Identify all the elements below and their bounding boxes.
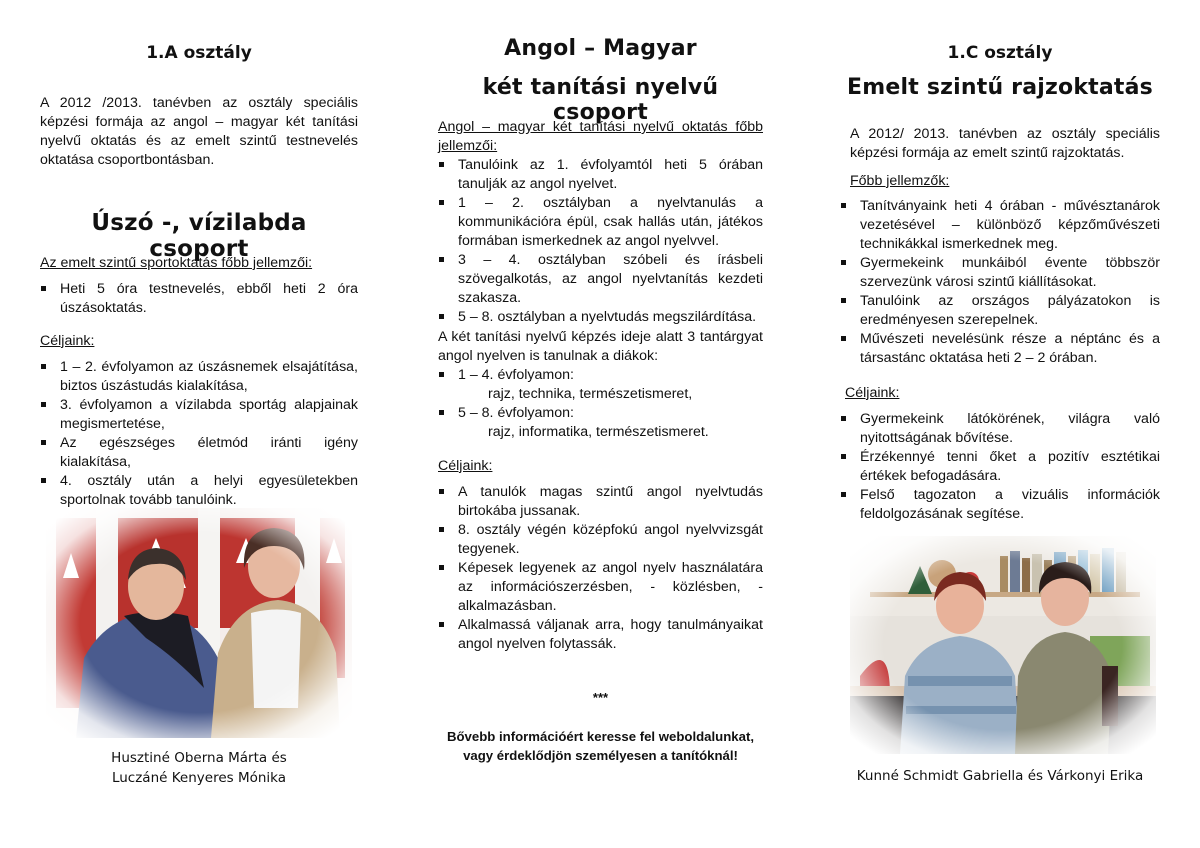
closing-line-2: vagy érdeklődjön személyesen a tanítóknál! <box>463 748 738 763</box>
goals-heading: Céljaink: <box>438 458 493 474</box>
bullet-icon <box>439 527 444 532</box>
goals-list <box>40 358 358 510</box>
class-heading: 1.A osztály <box>146 43 252 63</box>
bullet-icon <box>841 492 846 497</box>
list-item: Művészeti nevelésünk része a néptánc és a társastánc oktatása heti 2 – 2 órában. <box>840 330 1160 368</box>
bullet-icon <box>841 298 846 303</box>
photo-caption: Kunné Schmidt Gabriella és Várkonyi Erika <box>856 768 1144 784</box>
closing-line-1: Bővebb információért keresse fel weboldalunkat, <box>446 729 755 744</box>
bullet-icon <box>41 402 46 407</box>
bullet-icon <box>841 260 846 265</box>
bullet-icon <box>41 286 46 291</box>
bullet-icon <box>439 200 444 205</box>
bullet-icon <box>439 372 444 377</box>
subjects-intro: A két tanítási nyelvű képzés ideje alatt 3 tantárgyat angol nyelven is tanulnak a diákok: <box>438 329 763 364</box>
list-item: Képesek legyenek az angol nyelv használatára az információszerzésben, - közlésben, - alkalmazásban. <box>438 559 763 616</box>
section-title: Emelt szintű rajzoktatás <box>847 75 1153 100</box>
list-item: 1 – 2. évfolyamon az úszásnemek elsajátítása, biztos úszástudás kialakítása, <box>40 358 358 396</box>
photo-vignette <box>850 536 1156 754</box>
bullet-icon <box>41 364 46 369</box>
list-item: Tanítványaink heti 4 órában - művésztanárok vezetésével – különböző képzőművészeti technikákkal ismerkednek meg. <box>840 197 1160 254</box>
list-item: Alkalmassá váljanak arra, hogy tanulmányaikat angol nyelven folytassák. <box>438 616 763 654</box>
teachers-photo <box>850 536 1156 754</box>
bullet-icon <box>41 478 46 483</box>
intro-paragraph: A 2012/ 2013. tanévben az osztály speciális képzési formája az emelt szintű rajzoktatás. <box>850 126 1160 161</box>
list-item: Gyermekeink látókörének, világra való nyitottságának bővítése. <box>840 410 1160 448</box>
bullet-icon <box>439 410 444 415</box>
photo-caption-line-2: Luczáné Kenyeres Mónika <box>111 770 287 786</box>
list-item: 1 – 2. osztályban a nyelvtanulás a kommunikációra épül, csak hallás után, játékos formában ismerkednek az angol nyelvvel. <box>438 194 763 251</box>
intro-paragraph: A 2012 /2013. tanévben az osztály speciális képzési formája az angol – magyar két tanítási nyelvű oktatás és az emelt szintű testnevelés oktatása csoportbontásban. <box>40 95 358 168</box>
bullet-icon <box>439 622 444 627</box>
bullet-icon <box>841 203 846 208</box>
bullet-icon <box>439 257 444 262</box>
goals-heading: Céljaink: <box>845 385 900 401</box>
bullet-icon <box>439 314 444 319</box>
features-list <box>438 156 763 327</box>
bullet-icon <box>439 565 444 570</box>
title-line-2: két tanítási nyelvű csoport <box>482 75 719 125</box>
bullet-icon <box>439 489 444 494</box>
list-item: 8. osztály végén középfokú angol nyelvvizsgát tegyenek. <box>438 521 763 559</box>
features-list <box>840 197 1160 368</box>
teachers-photo <box>46 508 352 738</box>
features-heading: Angol – magyar két tanítási nyelvű oktatás főbb jellemzői: <box>438 119 763 154</box>
class-heading: 1.C osztály <box>947 43 1053 63</box>
goals-list <box>840 410 1160 524</box>
goals-heading: Céljaink: <box>40 333 95 349</box>
group-title: Úszó -, vízilabda csoport <box>91 210 307 262</box>
list-item: Gyermekeink munkáiból évente többször szervezünk városi szintű kiállításokat. <box>840 254 1160 292</box>
photo-vignette <box>46 508 352 738</box>
list-item: 3 – 4. osztályban szóbeli és írásbeli szövegalkotás, az angol nyelvtanítás kezdeti szakasza. <box>438 251 763 308</box>
photo-caption-line-1: Husztiné Oberna Márta és <box>111 750 287 766</box>
features-heading: Az emelt szintű sportoktatás főbb jellemzői: <box>40 255 313 271</box>
subjects-list <box>438 366 763 442</box>
bullet-icon <box>841 336 846 341</box>
list-item: Érzékennyé tenni őket a pozitív esztétikai értékek befogadására. <box>840 448 1160 486</box>
list-item: 5 – 8. osztályban a nyelvtudás megszilárdítása. <box>438 308 763 327</box>
features-heading: Főbb jellemzők: <box>850 173 950 189</box>
features-list <box>40 280 358 318</box>
list-item: 5 – 8. évfolyamon: rajz, informatika, természetismeret. <box>438 404 763 442</box>
list-item: Tanulóink az 1. évfolyamtól heti 5 órában tanulják az angol nyelvet. <box>438 156 763 194</box>
list-item: 4. osztály után a helyi egyesületekben sportolnak tovább tanulóink. <box>40 472 358 510</box>
list-item: Heti 5 óra testnevelés, ebből heti 2 óra úszásoktatás. <box>40 280 358 318</box>
separator-stars: *** <box>592 690 609 705</box>
list-item: Tanulóink az országos pályázatokon is eredményesen szerepelnek. <box>840 292 1160 330</box>
bullet-icon <box>439 162 444 167</box>
title-line-1: Angol – Magyar <box>504 36 697 61</box>
goals-list <box>438 483 763 654</box>
list-item: Felső tagozaton a vizuális információk feldolgozásának segítése. <box>840 486 1160 524</box>
bullet-icon <box>41 440 46 445</box>
list-item: 3. évfolyamon a vízilabda sportág alapjainak megismertetése, <box>40 396 358 434</box>
list-item: A tanulók magas szintű angol nyelvtudás birtokába jussanak. <box>438 483 763 521</box>
bullet-icon <box>841 454 846 459</box>
list-item: Az egészséges életmód iránti igény kialakítása, <box>40 434 358 472</box>
list-item: 1 – 4. évfolyamon: rajz, technika, természetismeret, <box>438 366 763 404</box>
bullet-icon <box>841 416 846 421</box>
